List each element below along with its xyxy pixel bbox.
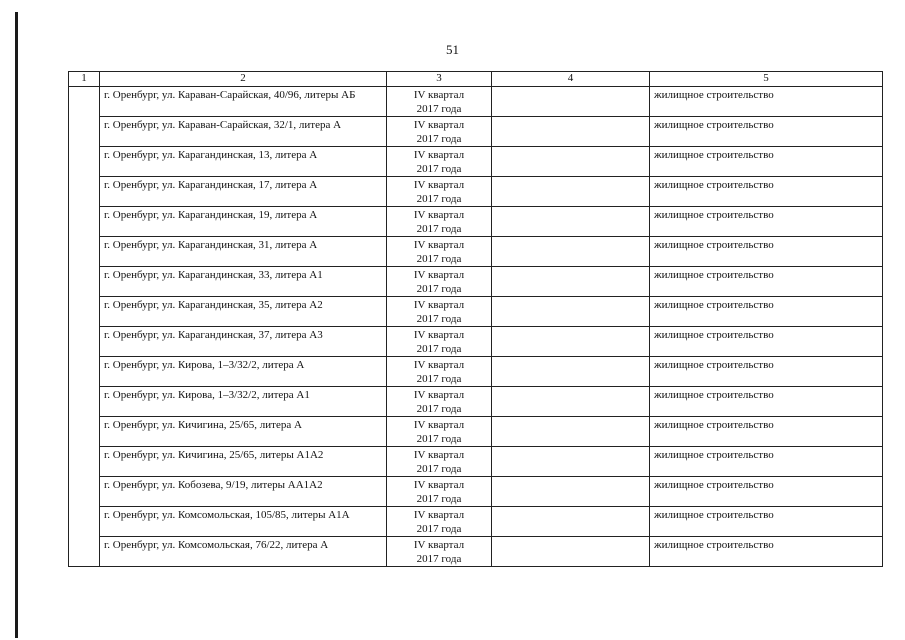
- purpose-cell: жилищное строительство: [650, 297, 883, 327]
- period-cell: [387, 297, 492, 327]
- address-cell: г. Оренбург, ул. Карагандинская, 33, литера А1: [100, 267, 387, 297]
- table-body: [69, 87, 883, 567]
- period-cell: [387, 387, 492, 417]
- period-cell: [387, 237, 492, 267]
- period-year: 2017 года: [416, 553, 462, 565]
- period-year: 2017 года: [416, 343, 462, 355]
- row-number-cell: [69, 507, 100, 537]
- header-col-3: 3: [387, 72, 492, 87]
- row-number-cell: [69, 297, 100, 327]
- address-cell: г. Оренбург, ул. Карагандинская, 37, литера А3: [100, 327, 387, 357]
- period-cell: [387, 117, 492, 147]
- table-row: [69, 327, 883, 357]
- period-quarter: IV квартал: [413, 269, 465, 281]
- table-row: [69, 147, 883, 177]
- period-year: 2017 года: [416, 493, 462, 505]
- address-cell: г. Оренбург, ул. Комсомольская, 76/22, литера А: [100, 537, 387, 567]
- purpose-cell: жилищное строительство: [650, 177, 883, 207]
- row-number-cell: [69, 177, 100, 207]
- column-4-cell: [492, 147, 650, 177]
- header-col-2: 2: [100, 72, 387, 87]
- row-number-cell: [69, 327, 100, 357]
- row-number-cell: [69, 477, 100, 507]
- period-quarter: IV квартал: [413, 329, 465, 341]
- purpose-cell: жилищное строительство: [650, 237, 883, 267]
- column-4-cell: [492, 447, 650, 477]
- document-table: [68, 71, 883, 567]
- column-4-cell: [492, 117, 650, 147]
- address-cell: г. Оренбург, ул. Карагандинская, 31, литера А: [100, 237, 387, 267]
- period-quarter: IV квартал: [413, 89, 465, 101]
- address-cell: г. Оренбург, ул. Караван-Сарайская, 40/96, литеры АБ: [100, 87, 387, 117]
- period-year: 2017 года: [416, 313, 462, 325]
- period-cell: [387, 507, 492, 537]
- row-number-cell: [69, 117, 100, 147]
- column-4-cell: [492, 177, 650, 207]
- period-quarter: IV квартал: [413, 449, 465, 461]
- period-cell: [387, 477, 492, 507]
- purpose-cell: жилищное строительство: [650, 207, 883, 237]
- period-quarter: IV квартал: [413, 239, 465, 251]
- address-cell: г. Оренбург, ул. Караван-Сарайская, 32/1, литера А: [100, 117, 387, 147]
- period-year: 2017 года: [416, 433, 462, 445]
- period-cell: [387, 267, 492, 297]
- column-4-cell: [492, 387, 650, 417]
- row-number-cell: [69, 147, 100, 177]
- row-number-cell: [69, 207, 100, 237]
- table-row: [69, 387, 883, 417]
- table-row: [69, 447, 883, 477]
- period-year: 2017 года: [416, 253, 462, 265]
- column-4-cell: [492, 417, 650, 447]
- table-row: [69, 177, 883, 207]
- period-cell: [387, 207, 492, 237]
- address-cell: г. Оренбург, ул. Кичигина, 25/65, литера А: [100, 417, 387, 447]
- column-4-cell: [492, 267, 650, 297]
- column-4-cell: [492, 237, 650, 267]
- address-cell: г. Оренбург, ул. Кобозева, 9/19, литеры АА1А2: [100, 477, 387, 507]
- address-cell: г. Оренбург, ул. Карагандинская, 19, литера А: [100, 207, 387, 237]
- row-number-cell: [69, 357, 100, 387]
- address-cell: г. Оренбург, ул. Карагандинская, 35, литера А2: [100, 297, 387, 327]
- table-row: [69, 507, 883, 537]
- address-cell: г. Оренбург, ул. Комсомольская, 105/85, литеры А1А: [100, 507, 387, 537]
- row-number-cell: [69, 537, 100, 567]
- address-cell: г. Оренбург, ул. Карагандинская, 13, литера А: [100, 147, 387, 177]
- table-header: [69, 72, 883, 87]
- period-quarter: IV квартал: [413, 479, 465, 491]
- address-cell: г. Оренбург, ул. Кирова, 1–3/32/2, литера А: [100, 357, 387, 387]
- purpose-cell: жилищное строительство: [650, 357, 883, 387]
- period-cell: [387, 327, 492, 357]
- column-4-cell: [492, 537, 650, 567]
- purpose-cell: жилищное строительство: [650, 327, 883, 357]
- period-year: 2017 года: [416, 103, 462, 115]
- period-quarter: IV квартал: [413, 299, 465, 311]
- period-quarter: IV квартал: [413, 389, 465, 401]
- period-cell: [387, 447, 492, 477]
- table-row: [69, 537, 883, 567]
- column-4-cell: [492, 477, 650, 507]
- period-quarter: IV квартал: [413, 149, 465, 161]
- row-number-cell: [69, 387, 100, 417]
- purpose-cell: жилищное строительство: [650, 477, 883, 507]
- purpose-cell: жилищное строительство: [650, 147, 883, 177]
- purpose-cell: жилищное строительство: [650, 267, 883, 297]
- table-row: [69, 297, 883, 327]
- period-cell: [387, 177, 492, 207]
- header-col-4: 4: [492, 72, 650, 87]
- header-col-5: 5: [650, 72, 883, 87]
- period-year: 2017 года: [416, 373, 462, 385]
- page-number: 51: [446, 42, 459, 57]
- table-row: [69, 267, 883, 297]
- table-row: [69, 237, 883, 267]
- period-cell: [387, 87, 492, 117]
- address-cell: г. Оренбург, ул. Кичигина, 25/65, литеры А1А2: [100, 447, 387, 477]
- column-4-cell: [492, 357, 650, 387]
- column-4-cell: [492, 87, 650, 117]
- column-4-cell: [492, 207, 650, 237]
- period-year: 2017 года: [416, 403, 462, 415]
- row-number-cell: [69, 267, 100, 297]
- address-cell: г. Оренбург, ул. Карагандинская, 17, литера А: [100, 177, 387, 207]
- table-row: [69, 357, 883, 387]
- period-quarter: IV квартал: [413, 209, 465, 221]
- period-year: 2017 года: [416, 223, 462, 235]
- period-quarter: IV квартал: [413, 419, 465, 431]
- period-cell: [387, 537, 492, 567]
- purpose-cell: жилищное строительство: [650, 417, 883, 447]
- purpose-cell: жилищное строительство: [650, 87, 883, 117]
- column-4-cell: [492, 507, 650, 537]
- period-year: 2017 года: [416, 193, 462, 205]
- column-4-cell: [492, 327, 650, 357]
- period-quarter: IV квартал: [413, 359, 465, 371]
- period-year: 2017 года: [416, 463, 462, 475]
- column-4-cell: [492, 297, 650, 327]
- table-row: [69, 477, 883, 507]
- purpose-cell: жилищное строительство: [650, 537, 883, 567]
- period-cell: [387, 147, 492, 177]
- table-row: [69, 417, 883, 447]
- period-cell: [387, 417, 492, 447]
- row-number-cell: [69, 447, 100, 477]
- row-number-cell: [69, 87, 100, 117]
- purpose-cell: жилищное строительство: [650, 447, 883, 477]
- purpose-cell: жилищное строительство: [650, 387, 883, 417]
- row-number-cell: [69, 417, 100, 447]
- period-quarter: IV квартал: [413, 539, 465, 551]
- header-col-1: 1: [69, 72, 100, 87]
- address-cell: г. Оренбург, ул. Кирова, 1–3/32/2, литера А1: [100, 387, 387, 417]
- period-year: 2017 года: [416, 133, 462, 145]
- page-binding-line: [15, 12, 18, 638]
- period-year: 2017 года: [416, 163, 462, 175]
- table-row: [69, 117, 883, 147]
- period-quarter: IV квартал: [413, 509, 465, 521]
- purpose-cell: жилищное строительство: [650, 507, 883, 537]
- period-year: 2017 года: [416, 283, 462, 295]
- period-quarter: IV квартал: [413, 179, 465, 191]
- row-number-cell: [69, 237, 100, 267]
- period-cell: [387, 357, 492, 387]
- period-year: 2017 года: [416, 523, 462, 535]
- table-row: [69, 207, 883, 237]
- purpose-cell: жилищное строительство: [650, 117, 883, 147]
- table-header-row: [69, 72, 883, 87]
- period-quarter: IV квартал: [413, 119, 465, 131]
- table-row: [69, 87, 883, 117]
